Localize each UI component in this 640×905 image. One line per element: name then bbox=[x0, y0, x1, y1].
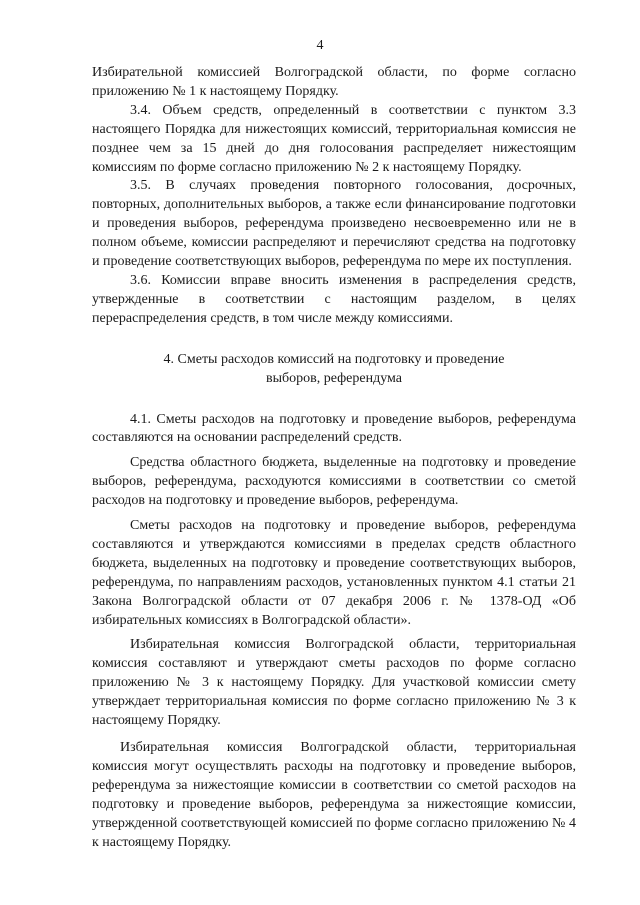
page-number: 4 bbox=[316, 38, 324, 53]
paragraph-3-4: 3.4. Объем средств, определенный в соответствии с пунктом 3.3 настоящего Порядка для нижестоящих комиссий, территориальная комиссия не позднее чем за 15 дней до дня голосования распределяет нижестоящим комиссиям по форме согласно приложению № 2 к настоящему Порядку. bbox=[92, 102, 576, 175]
paragraph-3-6: 3.6. Комиссии вправе вносить изменения в распределения средств, утвержденные в соответствии с настоящим разделом, в целях перераспределения средств, в том числе между комиссиями. bbox=[92, 272, 576, 326]
paragraph-4-subordinate: Избирательная комиссия Волгоградской области, территориальная комиссия могут осуществлять расходы на подготовку и проведение выборов, референдума за нижестоящие комиссии в соответствии со сметой расходов на подготовку и проведение выборов, референдума за нижестоящие комиссии, утвержденной соответствующей комиссией по форме согласно приложению № 4 к настоящему Порядку. bbox=[92, 740, 576, 850]
document-body bbox=[92, 64, 576, 852]
paragraph-4-approval: Избирательная комиссия Волгоградской области, территориальная комиссия составляют и утверждают сметы расходов по форме согласно приложению № 3 к настоящему Порядку. Для участковой комиссии смету утверждает территориальная комиссия по форме согласно приложению № 3 к настоящему Порядку. bbox=[92, 637, 576, 729]
section-4-heading-line-1: 4. Сметы расходов комиссий на подготовку и проведение bbox=[163, 351, 505, 367]
section-4-heading bbox=[92, 351, 576, 389]
paragraph-4-1: 4.1. Сметы расходов на подготовку и проведение выборов, референдума составляются на основании распределений средств. bbox=[92, 411, 576, 446]
section-4-heading-line-2: выборов, референдума bbox=[265, 370, 403, 386]
paragraph-3-5: 3.5. В случаях проведения повторного голосования, досрочных, повторных, дополнительных выборов, а также если финансирование подготовки и проведения выборов, референдума произведено несвоевременно или не в полном объеме, комиссии распределяют и перечисляют средства на подготовку и проведение соответствующих выборов, референдума по мере их поступления. bbox=[92, 178, 576, 270]
paragraph-continuation: Избирательной комиссией Волгоградской области, по форме согласно приложению № 1 к настоящему Порядку. bbox=[92, 65, 576, 99]
paragraph-4-estimates: Сметы расходов на подготовку и проведение выборов, референдума составляются и утверждаются комиссиями в пределах средств областного бюджета, выделенных на подготовку и проведение соответствующих выборов, референдума, по направлениям расходов, установленных пунктом 4.1 статьи 21 Закона Волгоградской области от 07 декабря 2006 г. № 1378-ОД «Об избирательных комиссиях в Волгоградской области». bbox=[92, 518, 576, 628]
paragraph-4-funds: Средства областного бюджета, выделенные на подготовку и проведение выборов, референдума, расходуются комиссиями в соответствии со сметой расходов на подготовку и проведение выборов, референдума. bbox=[92, 455, 576, 509]
